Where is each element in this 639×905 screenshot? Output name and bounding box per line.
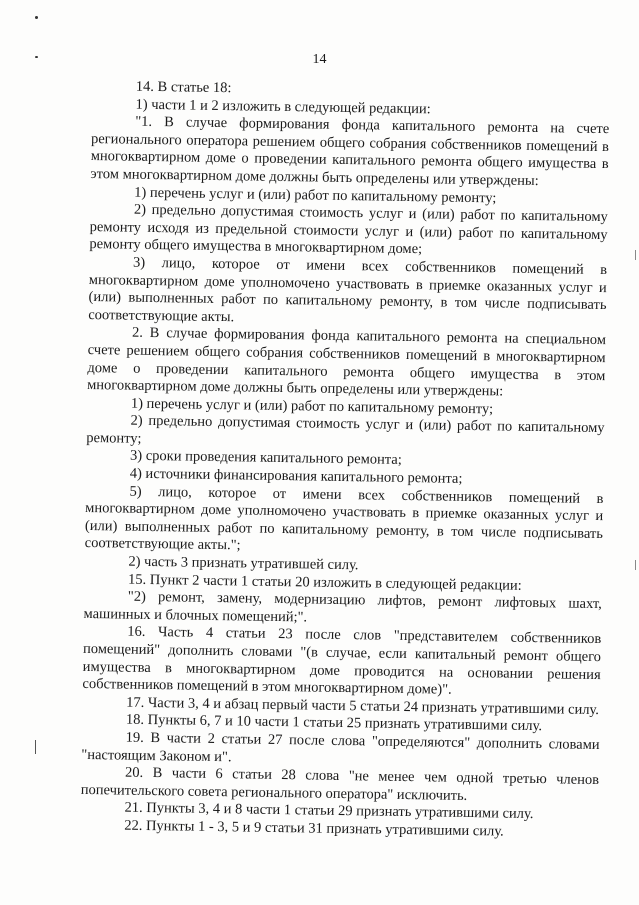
paragraph: 2) часть 3 признать утратившей силу. [128,553,359,574]
paragraph: 1) перечень услуг и (или) работ по капитальному ремонту; [130,395,494,418]
paragraph: 21. Пункты 3, 4 и 8 части 1 статьи 29 признать утратившими силу. [124,799,534,823]
paragraph: 2) предельно допустимая стоимость услуг и (или) работ по капитальному ремонту; [86,412,605,447]
paragraph: 2. В случае формирования фонда капитального ремонта на специальном счете решением общего собрания собственников помещений в многоквартирном доме о проведении капитального ремонта общего имущества в этом многоквартирном доме должны быть определены или утверждены: [87,324,607,400]
paragraph: 3) сроки проведения капитального ремонта; [129,448,402,469]
paragraph: 1) перечень услуг и (или) работ по капитальному ремонту; [134,184,497,206]
paragraph: 4) источники финансирования капитального ремонта; [129,465,463,487]
paragraph: 22. Пункты 1 - 3, 5 и 9 статьи 31 признать утратившими силу. [124,817,504,840]
paragraph: 15. Пункт 2 части 1 статьи 20 изложить в следующей редакции: [128,571,522,594]
paragraph: 14. В статье 18: [135,78,232,97]
scan-speck [35,16,38,19]
paragraph: 18. Пункты 6, 7 и 10 части 1 статьи 25 признать утратившими силу. [125,711,543,735]
paragraph: "1. В случае формирования фонда капитального ремонта на счете регионального оператора решением общего собрания собственников помещений в многоквартирном доме о проведении капитального ремонта общего имущества в этом многоквартирном доме должны быть определены или утверждены: [90,113,610,189]
scan-mark [35,740,36,754]
paragraph: 5) лицо, которое от имени всех собственников помещений в многоквартирном доме уполномочено участвовать в приемке оказанных услуг и (или) выполненных работ по капитальному ремонту, в том числе подписывать соответствующие акты."; [84,483,604,554]
paragraph: 19. В части 2 статьи 27 после слова "определяются" дополнить словами "настоящим Законом и". [81,729,600,765]
paragraph: 1) части 1 и 2 изложить в следующей редакции: [135,96,431,117]
paragraph: 20. В части 6 статьи 28 слова "не менее чем одной третью членов попечительского совета регионального оператора" исключить. [80,764,600,804]
paragraph: 3) лицо, которое от имени всех собственников помещений в многоквартирном доме уполномочено участвовать в приемке оказанных услуг и (или) выполненных работ по капитальному ремонту, в том числе подписывать соответствующие акты. [88,254,608,325]
paragraph: "2) ремонт, замену, модернизацию лифтов, ремонт лифтовых шахт, машинных и блочных помещений;". [83,588,602,626]
page-number: 14 [312,52,327,67]
document-body [80,78,610,843]
paragraph: 17. Части 3, 4 и абзац первый части 5 статьи 24 признать утратившими силу. [126,694,600,718]
scan-mark [635,560,636,570]
paragraph: 16. Часть 4 статьи 23 после слов "представителем собственников помещений" дополнить словами "(в случае, если капитальный ремонт общего имущества в многоквартирном доме проводится на основании решения собственников помещений в этом многоквартирном доме)". [82,624,602,698]
scan-mark [635,250,636,260]
paragraph: 2) предельно допустимая стоимость услуг и (или) работ по капитальному ремонту исходя из предельной стоимости услуг и (или) работ по капитальному ремонту общего имущества в многоквартирном доме; [89,201,609,258]
